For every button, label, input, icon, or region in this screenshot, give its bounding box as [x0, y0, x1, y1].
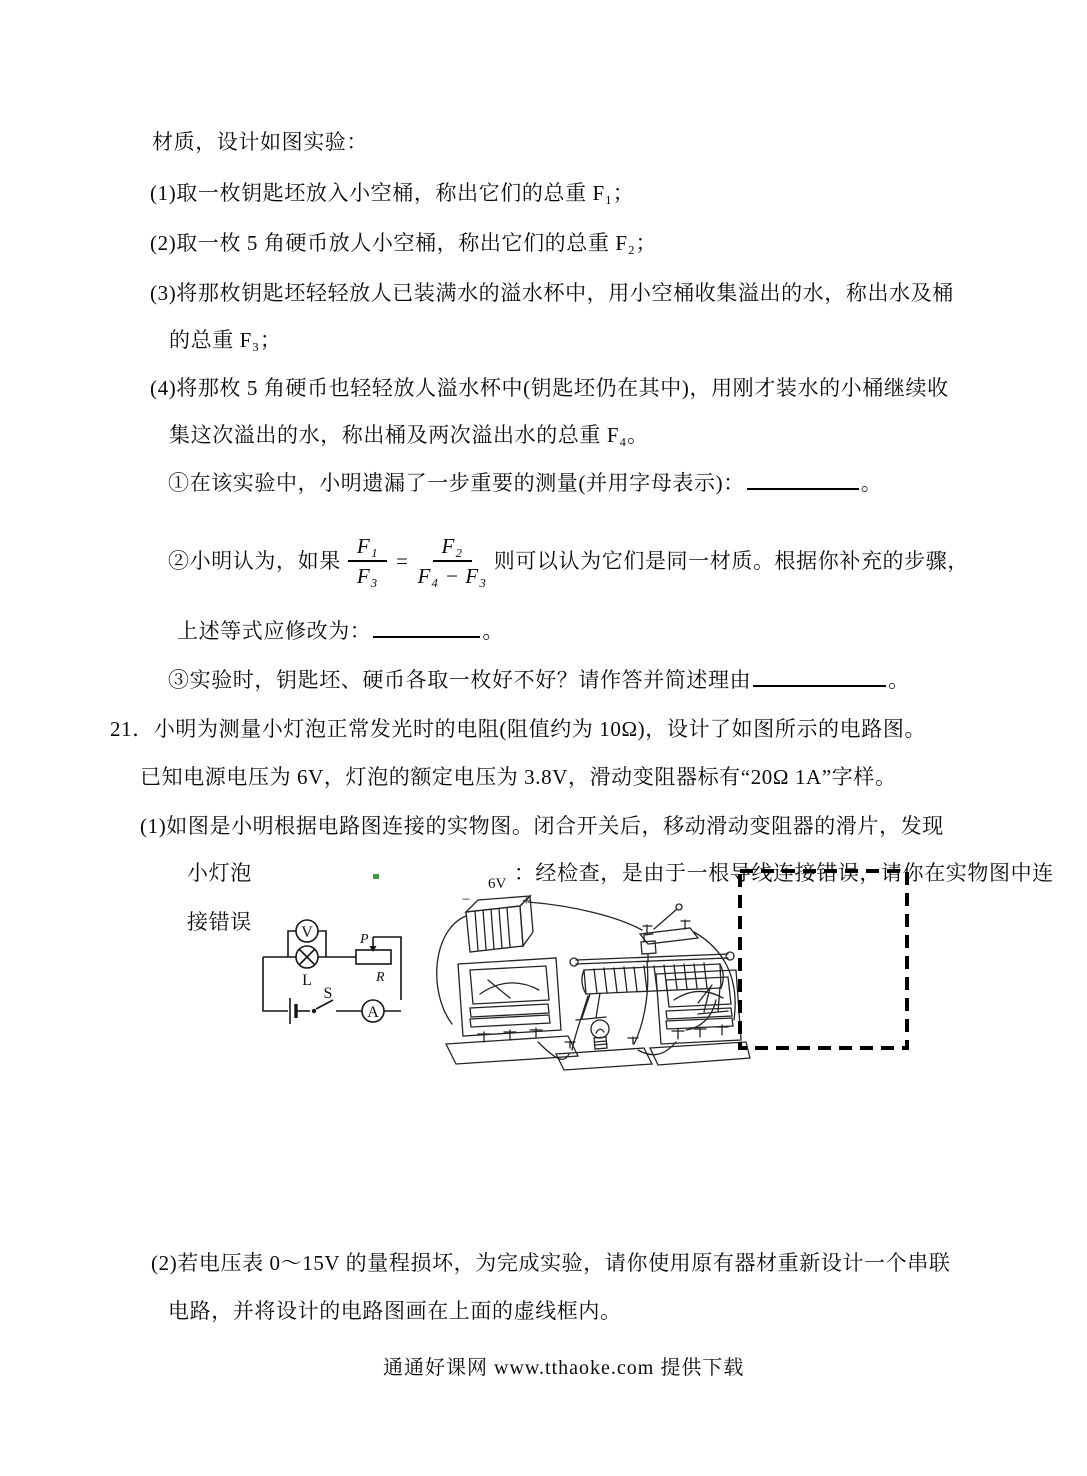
battery-plus-mark: +	[522, 893, 531, 909]
slider-label: P	[360, 932, 369, 947]
fraction-right	[418, 534, 487, 588]
subq3-period: 。	[888, 668, 910, 692]
answer-box-border	[740, 871, 907, 1048]
subq1-period: 。	[860, 471, 883, 495]
subq1-text: ①在该实验中，小明遗漏了一步重要的测量(并用字母表示)：	[168, 471, 745, 495]
fraction-right-numerator: F₂	[433, 534, 472, 562]
line-intro: 材质，设计如图实验：	[152, 130, 368, 154]
knife-switch	[640, 904, 698, 944]
connection-wires	[437, 902, 735, 1059]
line-step2: (2)取一枚 5 角硬币放人小空桶，称出它们的总重 F₂；	[150, 231, 658, 255]
answer-box	[736, 866, 912, 1054]
voltmeter-label: V	[301, 924, 313, 941]
switch-pivot	[312, 1009, 316, 1013]
line-step4a: (4)将那枚 5 角硬币也轻轻放人溢水杯中(钥匙坯仍在其中)，用刚才装水的小桶继续收	[150, 376, 949, 400]
switch-label: S	[323, 985, 333, 1002]
line-q21-1	[110, 717, 926, 742]
revise-period: 。	[482, 619, 505, 643]
fraction-right-denominator: F₄ − F₃	[417, 564, 487, 588]
line-step3b: 的总重 F₃；	[169, 328, 282, 352]
line-q21-2: 已知电源电压为 6V，灯泡的额定电压为 3.8V，滑动变阻器标有“20Ω 1A”字样。	[140, 765, 897, 789]
fraction-left-numerator: F₁	[348, 534, 387, 562]
lamp-label: L	[302, 972, 312, 989]
q21-text-1: 小明为测量小灯泡正常发光时的电阻(阻值约为 10Ω)，设计了如图所示的电路图。	[153, 717, 927, 741]
line-step3a: (3)将那枚钥匙坯轻轻放人已装满水的溢水杯中，用小空桶收集溢出的水，称出水及桶	[150, 281, 954, 305]
line-q21-3: (1)如图是小明根据电路图连接的实物图。闭合开关后，移动滑动变阻器的滑片，发现	[140, 814, 944, 838]
revise-text: 上述等式应修改为：	[177, 619, 372, 643]
line-subq2-formula	[168, 525, 969, 597]
formula-suffix: 则可以认为它们是同一材质。根据你补充的步骤，	[493, 548, 969, 573]
stray-mark	[373, 874, 379, 879]
line-revise	[177, 619, 504, 644]
formula-prefix: ②小明认为，如果	[168, 548, 341, 573]
subq3-text: ③实验时，钥匙坯、硬币各取一枚好不好？请作答并简述理由	[168, 668, 752, 692]
slider-arrow	[370, 946, 377, 952]
fraction-left-denominator: F₃	[356, 564, 379, 588]
line-q21-6: (2)若电压表 0～15V 的量程损坏，为完成实验，请你使用原有器材重新设计一个串联	[151, 1251, 951, 1275]
line-step1: (1)取一枚钥匙坯放入小空桶，称出它们的总重 F₁；	[150, 181, 635, 205]
line-subq3	[168, 668, 910, 693]
ammeter-label: A	[367, 1004, 379, 1021]
battery-minus-mark: −	[462, 892, 471, 908]
lamp-text-post: ：经检查，是由于一根导线连接错误，请你在实物图中连	[513, 861, 1054, 885]
fraction-left	[348, 534, 387, 588]
line-q21-5: 接错误	[187, 910, 252, 934]
site-watermark: 通通好课网 www.tthaoke.com 提供下载	[383, 1357, 745, 1379]
equals-sign: =	[396, 548, 409, 573]
rheostat-instrument	[570, 934, 734, 1020]
battery-voltage-label: 6V	[488, 876, 507, 892]
line-step4b: 集这次溢出的水，称出桶及两次溢出水的总重 F₄。	[169, 423, 649, 447]
answer-blank-1	[747, 485, 859, 490]
circuit-schematic-diagram	[248, 898, 423, 1038]
answer-blank-2	[373, 633, 480, 638]
physical-wiring-diagram	[428, 872, 753, 1087]
rheostat-label: R	[376, 970, 385, 985]
line-q21-7: 电路，并将设计的电路图画在上面的虚线框内。	[168, 1299, 622, 1323]
lamp-on-base	[556, 1020, 652, 1070]
lamp-text-pre: 小灯泡	[187, 861, 252, 885]
rheostat-symbol	[356, 950, 391, 964]
line-subq1	[168, 471, 882, 496]
answer-blank-3	[753, 682, 886, 687]
voltmeter-instrument	[446, 958, 578, 1064]
q21-number: 21．	[110, 717, 154, 741]
